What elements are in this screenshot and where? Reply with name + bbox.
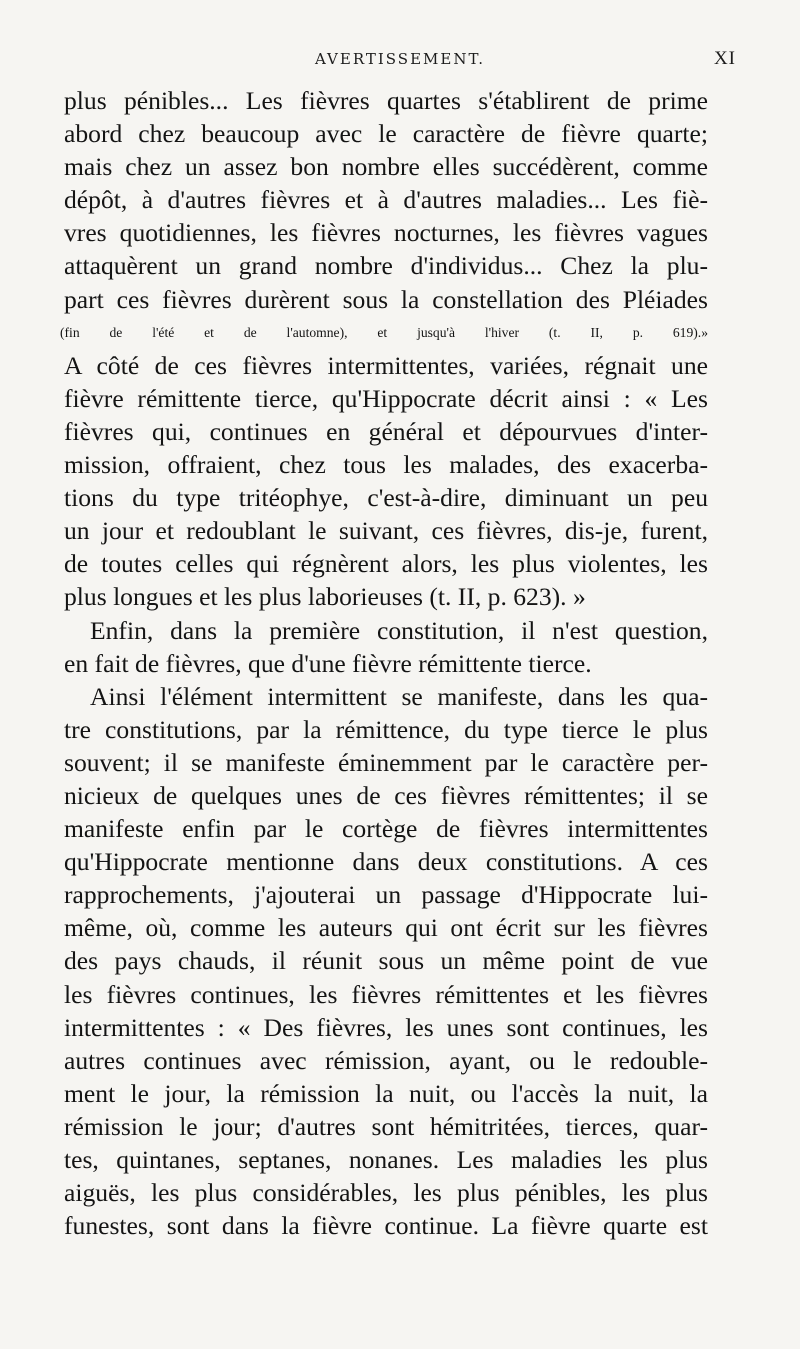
text-line: rémission le jour; d'autres sont hémitritées, tierces, quar- [64,1111,708,1141]
text-line: de toutes celles qui régnèrent alors, les plus violentes, les [64,549,708,579]
text-line: en fait de fièvres, que d'une fièvre rémittente tierce. [64,648,592,678]
text-line: (fin de l'été et de l'automne), et jusqu'à l'hiver (t. II, p. 619).» [60,324,708,340]
body-text [60,84,708,1242]
text-line: part ces fièvres durèrent sous la constellation des Pléiades [64,284,708,314]
text-line: attaquèrent un grand nombre d'individus... Chez la plu- [64,251,708,281]
text-line: des pays chauds, il réunit sous un même point de vue [64,946,708,976]
page-number: XI [713,48,736,69]
text-line: mais chez un assez bon nombre elles succédèrent, comme [64,152,708,182]
text-line: rapprochements, j'ajouterai un passage d'Hippocrate lui- [64,880,708,910]
text-line: A côté de ces fièvres intermittentes, variées, régnait une [64,350,708,380]
text-line: les fièvres continues, les fièvres rémittentes et les fièvres [64,979,708,1009]
text-line: fièvres qui, continues en général et dépourvues d'inter- [64,416,708,446]
text-line: tes, quintanes, septanes, nonanes. Les maladies les plus [64,1145,708,1174]
text-line: souvent; il se manifeste éminemment par le caractère per- [64,747,708,777]
text-line: qu'Hippocrate mentionne dans deux constitutions. A ces [64,847,708,877]
text-line: plus longues et les plus laborieuses (t. II, p. 623). » [64,582,586,612]
text-line: autres continues avec rémission, ayant, ou le redouble- [64,1045,708,1075]
text-line: aiguës, les plus considérables, les plus pénibles, les plus [64,1178,708,1208]
text-line: vres quotidiennes, les fièvres nocturnes, les fièvres vagues [64,218,708,248]
text-line: même, où, comme les auteurs qui ont écrit sur les fièvres [64,913,708,943]
text-line: plus pénibles... Les fièvres quartes s'établirent de prime [64,86,708,115]
running-title: AVERTISSEMENT. [314,50,486,68]
text-line: funestes, sont dans la fièvre continue. La fièvre quarte est [64,1211,708,1241]
text-line: tre constitutions, par la rémittence, du type tierce le plus [64,714,708,744]
text-line: mission, offraient, chez tous les malades, des exacerba- [64,450,708,480]
text-line: nicieux de quelques unes de ces fièvres rémittentes; il se [64,780,708,810]
text-line: un jour et redoublant le suivant, ces fièvres, dis-je, furent, [64,516,708,546]
text-line: fièvre rémittente tierce, qu'Hippocrate décrit ainsi : « Les [64,383,708,413]
text-line: Ainsi l'élément intermittent se manifeste, dans les qua- [90,681,708,711]
text-line: manifeste enfin par le cortège de fièvres intermittentes [64,814,708,844]
text-line: intermittentes : « Des fièvres, les unes sont continues, les [64,1012,708,1042]
text-line: tions du type tritéophye, c'est-à-dire, diminuant un peu [64,483,708,513]
text-line: abord chez beaucoup avec le caractère de fièvre quarte; [64,119,708,149]
text-line: Enfin, dans la première constitution, il n'est question, [90,615,708,645]
text-line: ment le jour, la rémission la nuit, ou l'accès la nuit, la [64,1078,708,1108]
page-header [0,46,800,76]
text-line: dépôt, à d'autres fièvres et à d'autres maladies... Les fiè- [64,185,708,215]
